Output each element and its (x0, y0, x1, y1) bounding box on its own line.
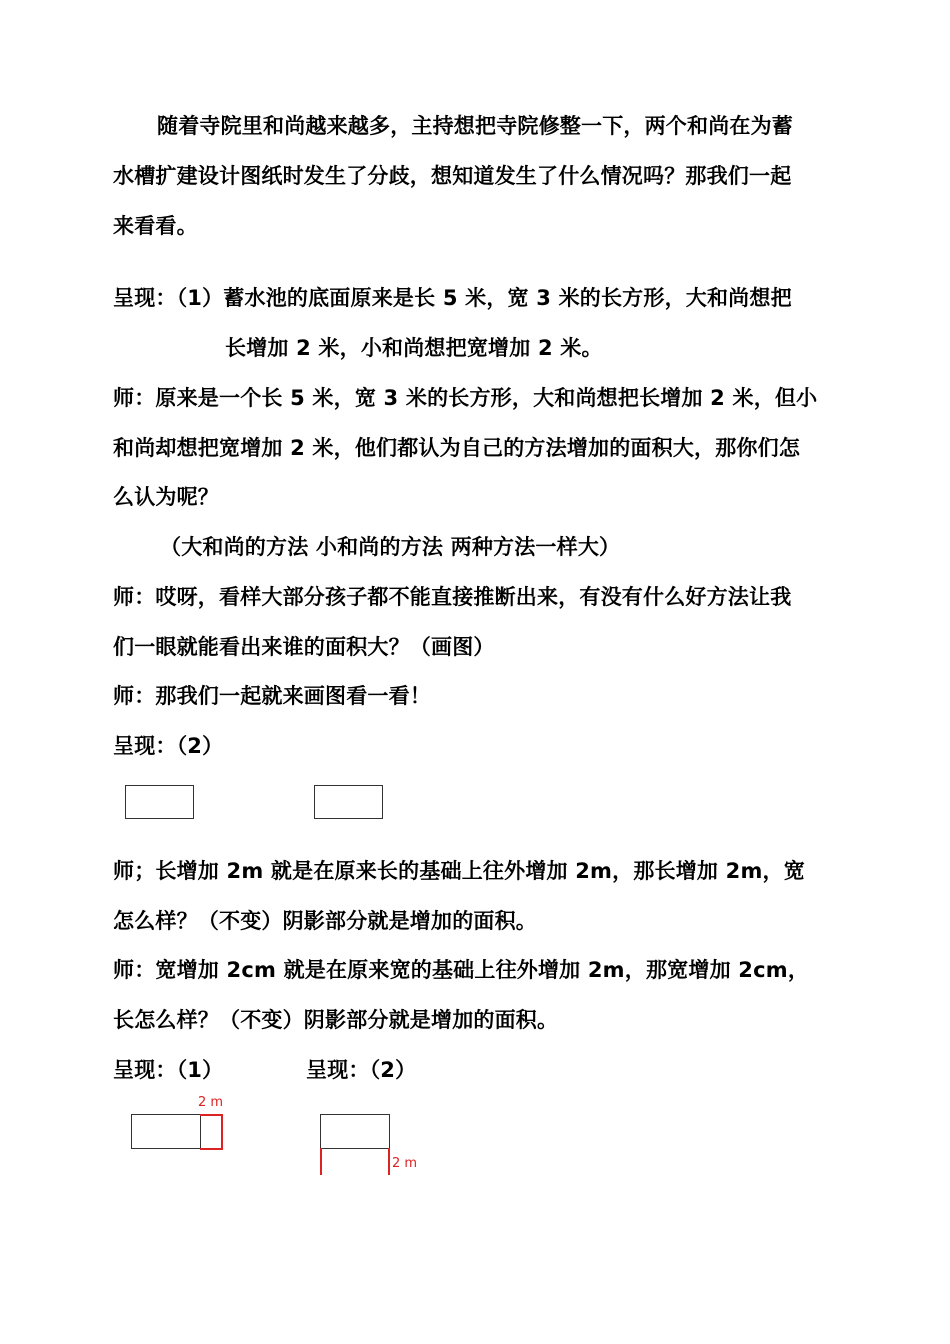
teacher4-line-1: 师；长增加 2m 就是在原来长的基础上往外增加 2m，那长增加 2m，宽 (113, 859, 805, 883)
figure1-extension-top (200, 1114, 223, 1116)
intro-line-2: 水槽扩建设计图纸时发生了分歧，想知道发生了什么情况吗？那我们一起 (113, 164, 792, 188)
present1-line-1: 呈现：（1）蓄水池的底面原来是长 5 米，宽 3 米的长方形，大和尚想把 (113, 286, 792, 310)
figure2-extension-right (388, 1148, 390, 1175)
teacher2-line-1: 师：哎呀，看样大部分孩子都不能直接推断出来，有没有什么好方法让我 (113, 585, 792, 609)
teacher3-line: 师：那我们一起就来画图看一看！ (113, 684, 431, 708)
teacher2-line-2: 们一眼就能看出来谁的面积大？（画图） (113, 635, 495, 659)
original-rectangle-b (314, 785, 383, 819)
present2-heading: 呈现：（2） (113, 734, 224, 758)
figure2-label: 2 m (392, 1156, 418, 1171)
teacher5-line-1: 师：宽增加 2cm 就是在原来宽的基础上往外增加 2m，那宽增加 2cm， (113, 958, 810, 982)
original-rectangle-a (125, 785, 194, 819)
teacher4-line-2: 怎么样？（不变）阴影部分就是增加的面积。 (113, 909, 537, 933)
figure1-extension-side (221, 1114, 223, 1149)
teacher1-line-3: 么认为呢？ (113, 485, 219, 509)
figure1-extension-bottom (200, 1148, 223, 1150)
figure1-label: 2 m (198, 1095, 224, 1110)
intro-line-3: 来看看。 (113, 214, 198, 238)
figure2-rectangle (320, 1114, 390, 1149)
present3-heading-1: 呈现：（1） (113, 1058, 224, 1082)
teacher1-line-1: 师：原来是一个长 5 米，宽 3 米的长方形，大和尚想把长增加 2 米，但小 (113, 386, 818, 410)
teacher5-line-2: 长怎么样？（不变）阴影部分就是增加的面积。 (113, 1008, 559, 1032)
figure2-extension-left (320, 1148, 322, 1175)
intro-line-1: 随着寺院里和尚越来越多，主持想把寺院修整一下，两个和尚在为蓄 (157, 114, 793, 138)
answer-options: （大和尚的方法 小和尚的方法 两种方法一样大） (160, 535, 621, 559)
figure1-rectangle (131, 1114, 201, 1149)
teacher1-line-2: 和尚却想把宽增加 2 米，他们都认为自己的方法增加的面积大，那你们怎 (113, 436, 801, 460)
present3-heading-2: 呈现：（2） (306, 1058, 417, 1082)
present1-line-2: 长增加 2 米，小和尚想把宽增加 2 米。 (225, 336, 603, 360)
